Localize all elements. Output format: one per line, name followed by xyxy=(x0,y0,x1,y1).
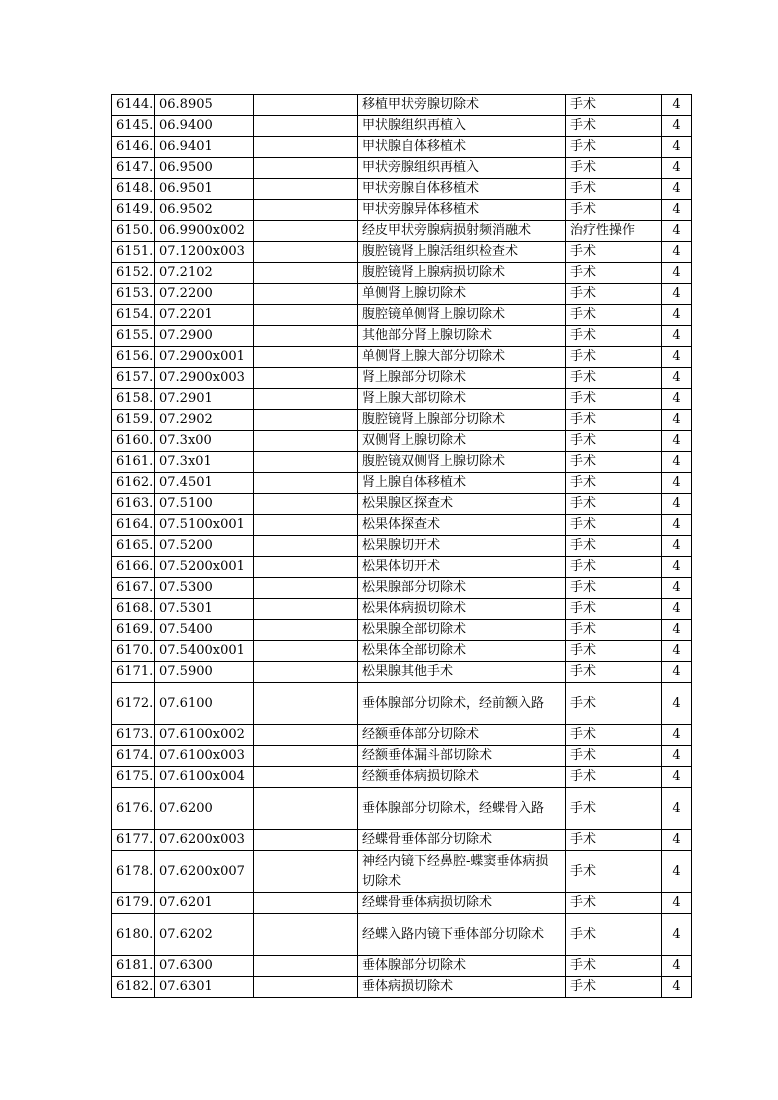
extra-code xyxy=(254,305,358,326)
extra-code xyxy=(254,263,358,284)
row-seq-number: 6149. xyxy=(112,200,155,221)
procedure-code: 07.2900 xyxy=(155,326,254,347)
table-row xyxy=(112,494,692,515)
row-seq-number: 6165. xyxy=(112,536,155,557)
table-row xyxy=(112,326,692,347)
procedure-grade: 4 xyxy=(662,599,692,620)
procedure-grade: 4 xyxy=(662,788,692,830)
procedure-type: 手术 xyxy=(566,200,662,221)
procedure-grade: 4 xyxy=(662,158,692,179)
procedure-code: 07.6200x007 xyxy=(155,851,254,893)
procedure-type: 手术 xyxy=(566,494,662,515)
procedure-grade: 4 xyxy=(662,641,692,662)
extra-code xyxy=(254,536,358,557)
row-seq-number: 6144. xyxy=(112,95,155,116)
table-row xyxy=(112,599,692,620)
procedure-grade: 4 xyxy=(662,389,692,410)
procedure-name: 单侧肾上腺切除术 xyxy=(358,284,566,305)
procedure-type: 手术 xyxy=(566,347,662,368)
row-seq-number: 6173. xyxy=(112,725,155,746)
extra-code xyxy=(254,830,358,851)
table-row xyxy=(112,347,692,368)
procedure-table-body xyxy=(112,95,692,998)
procedure-type: 手术 xyxy=(566,515,662,536)
extra-code xyxy=(254,242,358,263)
procedure-code: 07.6100x003 xyxy=(155,746,254,767)
procedure-code: 07.6100x004 xyxy=(155,767,254,788)
extra-code xyxy=(254,620,358,641)
table-row xyxy=(112,830,692,851)
procedure-grade: 4 xyxy=(662,452,692,473)
extra-code xyxy=(254,851,358,893)
table-row xyxy=(112,452,692,473)
procedure-code: 06.9400 xyxy=(155,116,254,137)
extra-code xyxy=(254,494,358,515)
row-seq-number: 6174. xyxy=(112,746,155,767)
procedure-code: 07.6200 xyxy=(155,788,254,830)
procedure-name: 经蝶骨垂体部分切除术 xyxy=(358,830,566,851)
procedure-type: 手术 xyxy=(566,599,662,620)
table-row xyxy=(112,578,692,599)
row-seq-number: 6176. xyxy=(112,788,155,830)
table-row xyxy=(112,137,692,158)
procedure-type: 手术 xyxy=(566,893,662,914)
table-row xyxy=(112,956,692,977)
procedure-type: 手术 xyxy=(566,389,662,410)
procedure-code: 06.9502 xyxy=(155,200,254,221)
table-row xyxy=(112,914,692,956)
procedure-name: 经额垂体病损切除术 xyxy=(358,767,566,788)
procedure-code: 07.5100 xyxy=(155,494,254,515)
procedure-grade: 4 xyxy=(662,242,692,263)
procedure-name: 腹腔镜肾上腺部分切除术 xyxy=(358,410,566,431)
procedure-name: 甲状旁腺自体移植术 xyxy=(358,179,566,200)
procedure-name: 经皮甲状旁腺病损射频消融术 xyxy=(358,221,566,242)
procedure-grade: 4 xyxy=(662,137,692,158)
procedure-grade: 4 xyxy=(662,515,692,536)
row-seq-number: 6170. xyxy=(112,641,155,662)
procedure-type: 手术 xyxy=(566,725,662,746)
row-seq-number: 6172. xyxy=(112,683,155,725)
procedure-grade: 4 xyxy=(662,95,692,116)
procedure-name: 甲状腺自体移植术 xyxy=(358,137,566,158)
procedure-name: 肾上腺大部切除术 xyxy=(358,389,566,410)
procedure-type: 手术 xyxy=(566,431,662,452)
procedure-grade: 4 xyxy=(662,662,692,683)
extra-code xyxy=(254,452,358,473)
table-row xyxy=(112,116,692,137)
procedure-code: 07.4501 xyxy=(155,473,254,494)
procedure-code: 07.2900x001 xyxy=(155,347,254,368)
procedure-type: 手术 xyxy=(566,914,662,956)
extra-code xyxy=(254,662,358,683)
procedure-type: 手术 xyxy=(566,326,662,347)
row-seq-number: 6181. xyxy=(112,956,155,977)
extra-code xyxy=(254,431,358,452)
row-seq-number: 6182. xyxy=(112,977,155,998)
procedure-code: 07.1200x003 xyxy=(155,242,254,263)
procedure-name: 甲状旁腺组织再植入 xyxy=(358,158,566,179)
procedure-code: 07.2900x003 xyxy=(155,368,254,389)
row-seq-number: 6163. xyxy=(112,494,155,515)
table-row xyxy=(112,242,692,263)
table-row xyxy=(112,746,692,767)
procedure-code: 07.2201 xyxy=(155,305,254,326)
procedure-name: 其他部分肾上腺切除术 xyxy=(358,326,566,347)
row-seq-number: 6150. xyxy=(112,221,155,242)
procedure-grade: 4 xyxy=(662,431,692,452)
procedure-grade: 4 xyxy=(662,578,692,599)
procedure-code: 07.5301 xyxy=(155,599,254,620)
procedure-grade: 4 xyxy=(662,473,692,494)
procedure-grade: 4 xyxy=(662,221,692,242)
table-row xyxy=(112,515,692,536)
table-row xyxy=(112,662,692,683)
procedure-code: 07.5200x001 xyxy=(155,557,254,578)
procedure-code: 06.9900x002 xyxy=(155,221,254,242)
table-row xyxy=(112,641,692,662)
procedure-code: 07.2200 xyxy=(155,284,254,305)
table-row xyxy=(112,893,692,914)
procedure-type: 手术 xyxy=(566,578,662,599)
table-row xyxy=(112,725,692,746)
extra-code xyxy=(254,746,358,767)
procedure-name: 移植甲状旁腺切除术 xyxy=(358,95,566,116)
procedure-name: 经蝶骨垂体病损切除术 xyxy=(358,893,566,914)
extra-code xyxy=(254,683,358,725)
procedure-name: 松果腺切开术 xyxy=(358,536,566,557)
procedure-grade: 4 xyxy=(662,683,692,725)
procedure-grade: 4 xyxy=(662,977,692,998)
procedure-grade: 4 xyxy=(662,536,692,557)
procedure-code: 07.3x01 xyxy=(155,452,254,473)
procedure-table xyxy=(111,94,692,998)
procedure-type: 手术 xyxy=(566,410,662,431)
extra-code xyxy=(254,221,358,242)
procedure-name: 腹腔镜肾上腺病损切除术 xyxy=(358,263,566,284)
procedure-type: 手术 xyxy=(566,263,662,284)
table-row xyxy=(112,389,692,410)
table-row xyxy=(112,683,692,725)
extra-code xyxy=(254,116,358,137)
extra-code xyxy=(254,200,358,221)
procedure-name: 松果体病损切除术 xyxy=(358,599,566,620)
procedure-type: 手术 xyxy=(566,305,662,326)
procedure-name: 腹腔镜双侧肾上腺切除术 xyxy=(358,452,566,473)
procedure-name: 甲状旁腺异体移植术 xyxy=(358,200,566,221)
row-seq-number: 6162. xyxy=(112,473,155,494)
procedure-grade: 4 xyxy=(662,767,692,788)
row-seq-number: 6147. xyxy=(112,158,155,179)
table-row xyxy=(112,368,692,389)
procedure-name: 甲状腺组织再植入 xyxy=(358,116,566,137)
procedure-name: 垂体腺部分切除术，经前额入路 xyxy=(358,683,566,725)
procedure-grade: 4 xyxy=(662,305,692,326)
row-seq-number: 6168. xyxy=(112,599,155,620)
row-seq-number: 6179. xyxy=(112,893,155,914)
extra-code xyxy=(254,179,358,200)
procedure-name: 腹腔镜肾上腺活组织检查术 xyxy=(358,242,566,263)
procedure-grade: 4 xyxy=(662,893,692,914)
procedure-code: 07.6300 xyxy=(155,956,254,977)
procedure-code: 07.2102 xyxy=(155,263,254,284)
extra-code xyxy=(254,599,358,620)
procedure-name: 松果体全部切除术 xyxy=(358,641,566,662)
procedure-type: 手术 xyxy=(566,158,662,179)
extra-code xyxy=(254,410,358,431)
procedure-name: 垂体病损切除术 xyxy=(358,977,566,998)
procedure-type: 手术 xyxy=(566,662,662,683)
row-seq-number: 6146. xyxy=(112,137,155,158)
procedure-type: 手术 xyxy=(566,641,662,662)
procedure-name: 单侧肾上腺大部分切除术 xyxy=(358,347,566,368)
procedure-code: 07.2901 xyxy=(155,389,254,410)
procedure-name: 垂体腺部分切除术 xyxy=(358,956,566,977)
extra-code xyxy=(254,557,358,578)
extra-code xyxy=(254,158,358,179)
procedure-type: 手术 xyxy=(566,95,662,116)
procedure-grade: 4 xyxy=(662,494,692,515)
table-row xyxy=(112,536,692,557)
procedure-code: 07.5300 xyxy=(155,578,254,599)
extra-code xyxy=(254,95,358,116)
extra-code xyxy=(254,725,358,746)
procedure-type: 手术 xyxy=(566,242,662,263)
extra-code xyxy=(254,893,358,914)
procedure-type: 手术 xyxy=(566,977,662,998)
procedure-name: 腹腔镜单侧肾上腺切除术 xyxy=(358,305,566,326)
table-row xyxy=(112,851,692,893)
procedure-grade: 4 xyxy=(662,620,692,641)
procedure-code: 07.5900 xyxy=(155,662,254,683)
extra-code xyxy=(254,368,358,389)
procedure-code: 07.6100 xyxy=(155,683,254,725)
procedure-type: 手术 xyxy=(566,137,662,158)
extra-code xyxy=(254,347,358,368)
table-row xyxy=(112,179,692,200)
procedure-type: 手术 xyxy=(566,956,662,977)
table-row xyxy=(112,158,692,179)
extra-code xyxy=(254,788,358,830)
row-seq-number: 6167. xyxy=(112,578,155,599)
extra-code xyxy=(254,578,358,599)
extra-code xyxy=(254,641,358,662)
row-seq-number: 6177. xyxy=(112,830,155,851)
procedure-grade: 4 xyxy=(662,200,692,221)
extra-code xyxy=(254,767,358,788)
procedure-name: 松果腺区探查术 xyxy=(358,494,566,515)
procedure-code: 07.2902 xyxy=(155,410,254,431)
procedure-type: 手术 xyxy=(566,788,662,830)
row-seq-number: 6156. xyxy=(112,347,155,368)
procedure-type: 手术 xyxy=(566,116,662,137)
procedure-name: 双侧肾上腺切除术 xyxy=(358,431,566,452)
table-row xyxy=(112,788,692,830)
row-seq-number: 6164. xyxy=(112,515,155,536)
procedure-code: 07.5100x001 xyxy=(155,515,254,536)
extra-code xyxy=(254,284,358,305)
procedure-type: 手术 xyxy=(566,452,662,473)
procedure-grade: 4 xyxy=(662,725,692,746)
procedure-code: 06.9501 xyxy=(155,179,254,200)
procedure-name: 松果腺全部切除术 xyxy=(358,620,566,641)
procedure-name: 肾上腺部分切除术 xyxy=(358,368,566,389)
table-row xyxy=(112,620,692,641)
table-row xyxy=(112,410,692,431)
table-row xyxy=(112,284,692,305)
procedure-name: 松果腺其他手术 xyxy=(358,662,566,683)
row-seq-number: 6175. xyxy=(112,767,155,788)
row-seq-number: 6161. xyxy=(112,452,155,473)
procedure-name: 松果体切开术 xyxy=(358,557,566,578)
row-seq-number: 6160. xyxy=(112,431,155,452)
procedure-type: 手术 xyxy=(566,179,662,200)
procedure-grade: 4 xyxy=(662,284,692,305)
procedure-grade: 4 xyxy=(662,830,692,851)
procedure-code: 06.9401 xyxy=(155,137,254,158)
table-row xyxy=(112,557,692,578)
procedure-type: 手术 xyxy=(566,557,662,578)
procedure-grade: 4 xyxy=(662,368,692,389)
procedure-name: 肾上腺自体移植术 xyxy=(358,473,566,494)
procedure-name: 松果体探查术 xyxy=(358,515,566,536)
procedure-type: 手术 xyxy=(566,284,662,305)
procedure-type: 手术 xyxy=(566,536,662,557)
procedure-code: 07.5200 xyxy=(155,536,254,557)
procedure-type: 手术 xyxy=(566,473,662,494)
procedure-grade: 4 xyxy=(662,956,692,977)
procedure-grade: 4 xyxy=(662,410,692,431)
extra-code xyxy=(254,977,358,998)
row-seq-number: 6151. xyxy=(112,242,155,263)
procedure-name: 垂体腺部分切除术，经蝶骨入路 xyxy=(358,788,566,830)
procedure-name: 神经内镜下经鼻腔-蝶窦垂体病损切除术 xyxy=(358,851,566,893)
table-row xyxy=(112,221,692,242)
procedure-type: 手术 xyxy=(566,683,662,725)
procedure-code: 06.8905 xyxy=(155,95,254,116)
procedure-grade: 4 xyxy=(662,116,692,137)
row-seq-number: 6152. xyxy=(112,263,155,284)
procedure-code: 06.9500 xyxy=(155,158,254,179)
row-seq-number: 6145. xyxy=(112,116,155,137)
procedure-grade: 4 xyxy=(662,347,692,368)
row-seq-number: 6155. xyxy=(112,326,155,347)
procedure-type: 治疗性操作 xyxy=(566,221,662,242)
procedure-code: 07.5400 xyxy=(155,620,254,641)
procedure-grade: 4 xyxy=(662,557,692,578)
row-seq-number: 6180. xyxy=(112,914,155,956)
table-row xyxy=(112,263,692,284)
table-row xyxy=(112,431,692,452)
extra-code xyxy=(254,515,358,536)
procedure-code: 07.6201 xyxy=(155,893,254,914)
row-seq-number: 6159. xyxy=(112,410,155,431)
extra-code xyxy=(254,326,358,347)
row-seq-number: 6178. xyxy=(112,851,155,893)
procedure-type: 手术 xyxy=(566,746,662,767)
procedure-type: 手术 xyxy=(566,620,662,641)
procedure-type: 手术 xyxy=(566,830,662,851)
row-seq-number: 6148. xyxy=(112,179,155,200)
procedure-grade: 4 xyxy=(662,851,692,893)
procedure-grade: 4 xyxy=(662,179,692,200)
procedure-type: 手术 xyxy=(566,851,662,893)
row-seq-number: 6166. xyxy=(112,557,155,578)
row-seq-number: 6171. xyxy=(112,662,155,683)
procedure-code: 07.3x00 xyxy=(155,431,254,452)
procedure-code: 07.5400x001 xyxy=(155,641,254,662)
table-row xyxy=(112,977,692,998)
table-row xyxy=(112,200,692,221)
procedure-type: 手术 xyxy=(566,767,662,788)
row-seq-number: 6169. xyxy=(112,620,155,641)
procedure-grade: 4 xyxy=(662,326,692,347)
procedure-code: 07.6100x002 xyxy=(155,725,254,746)
extra-code xyxy=(254,473,358,494)
extra-code xyxy=(254,137,358,158)
row-seq-number: 6157. xyxy=(112,368,155,389)
procedure-type: 手术 xyxy=(566,368,662,389)
table-row xyxy=(112,767,692,788)
extra-code xyxy=(254,956,358,977)
procedure-name: 经蝶入路内镜下垂体部分切除术 xyxy=(358,914,566,956)
row-seq-number: 6153. xyxy=(112,284,155,305)
procedure-name: 松果腺部分切除术 xyxy=(358,578,566,599)
procedure-grade: 4 xyxy=(662,914,692,956)
table-row xyxy=(112,95,692,116)
procedure-name: 经额垂体漏斗部切除术 xyxy=(358,746,566,767)
procedure-grade: 4 xyxy=(662,746,692,767)
row-seq-number: 6158. xyxy=(112,389,155,410)
table-row xyxy=(112,305,692,326)
extra-code xyxy=(254,389,358,410)
procedure-grade: 4 xyxy=(662,263,692,284)
procedure-code: 07.6202 xyxy=(155,914,254,956)
procedure-name: 经额垂体部分切除术 xyxy=(358,725,566,746)
table-row xyxy=(112,473,692,494)
extra-code xyxy=(254,914,358,956)
procedure-code: 07.6301 xyxy=(155,977,254,998)
row-seq-number: 6154. xyxy=(112,305,155,326)
procedure-code: 07.6200x003 xyxy=(155,830,254,851)
